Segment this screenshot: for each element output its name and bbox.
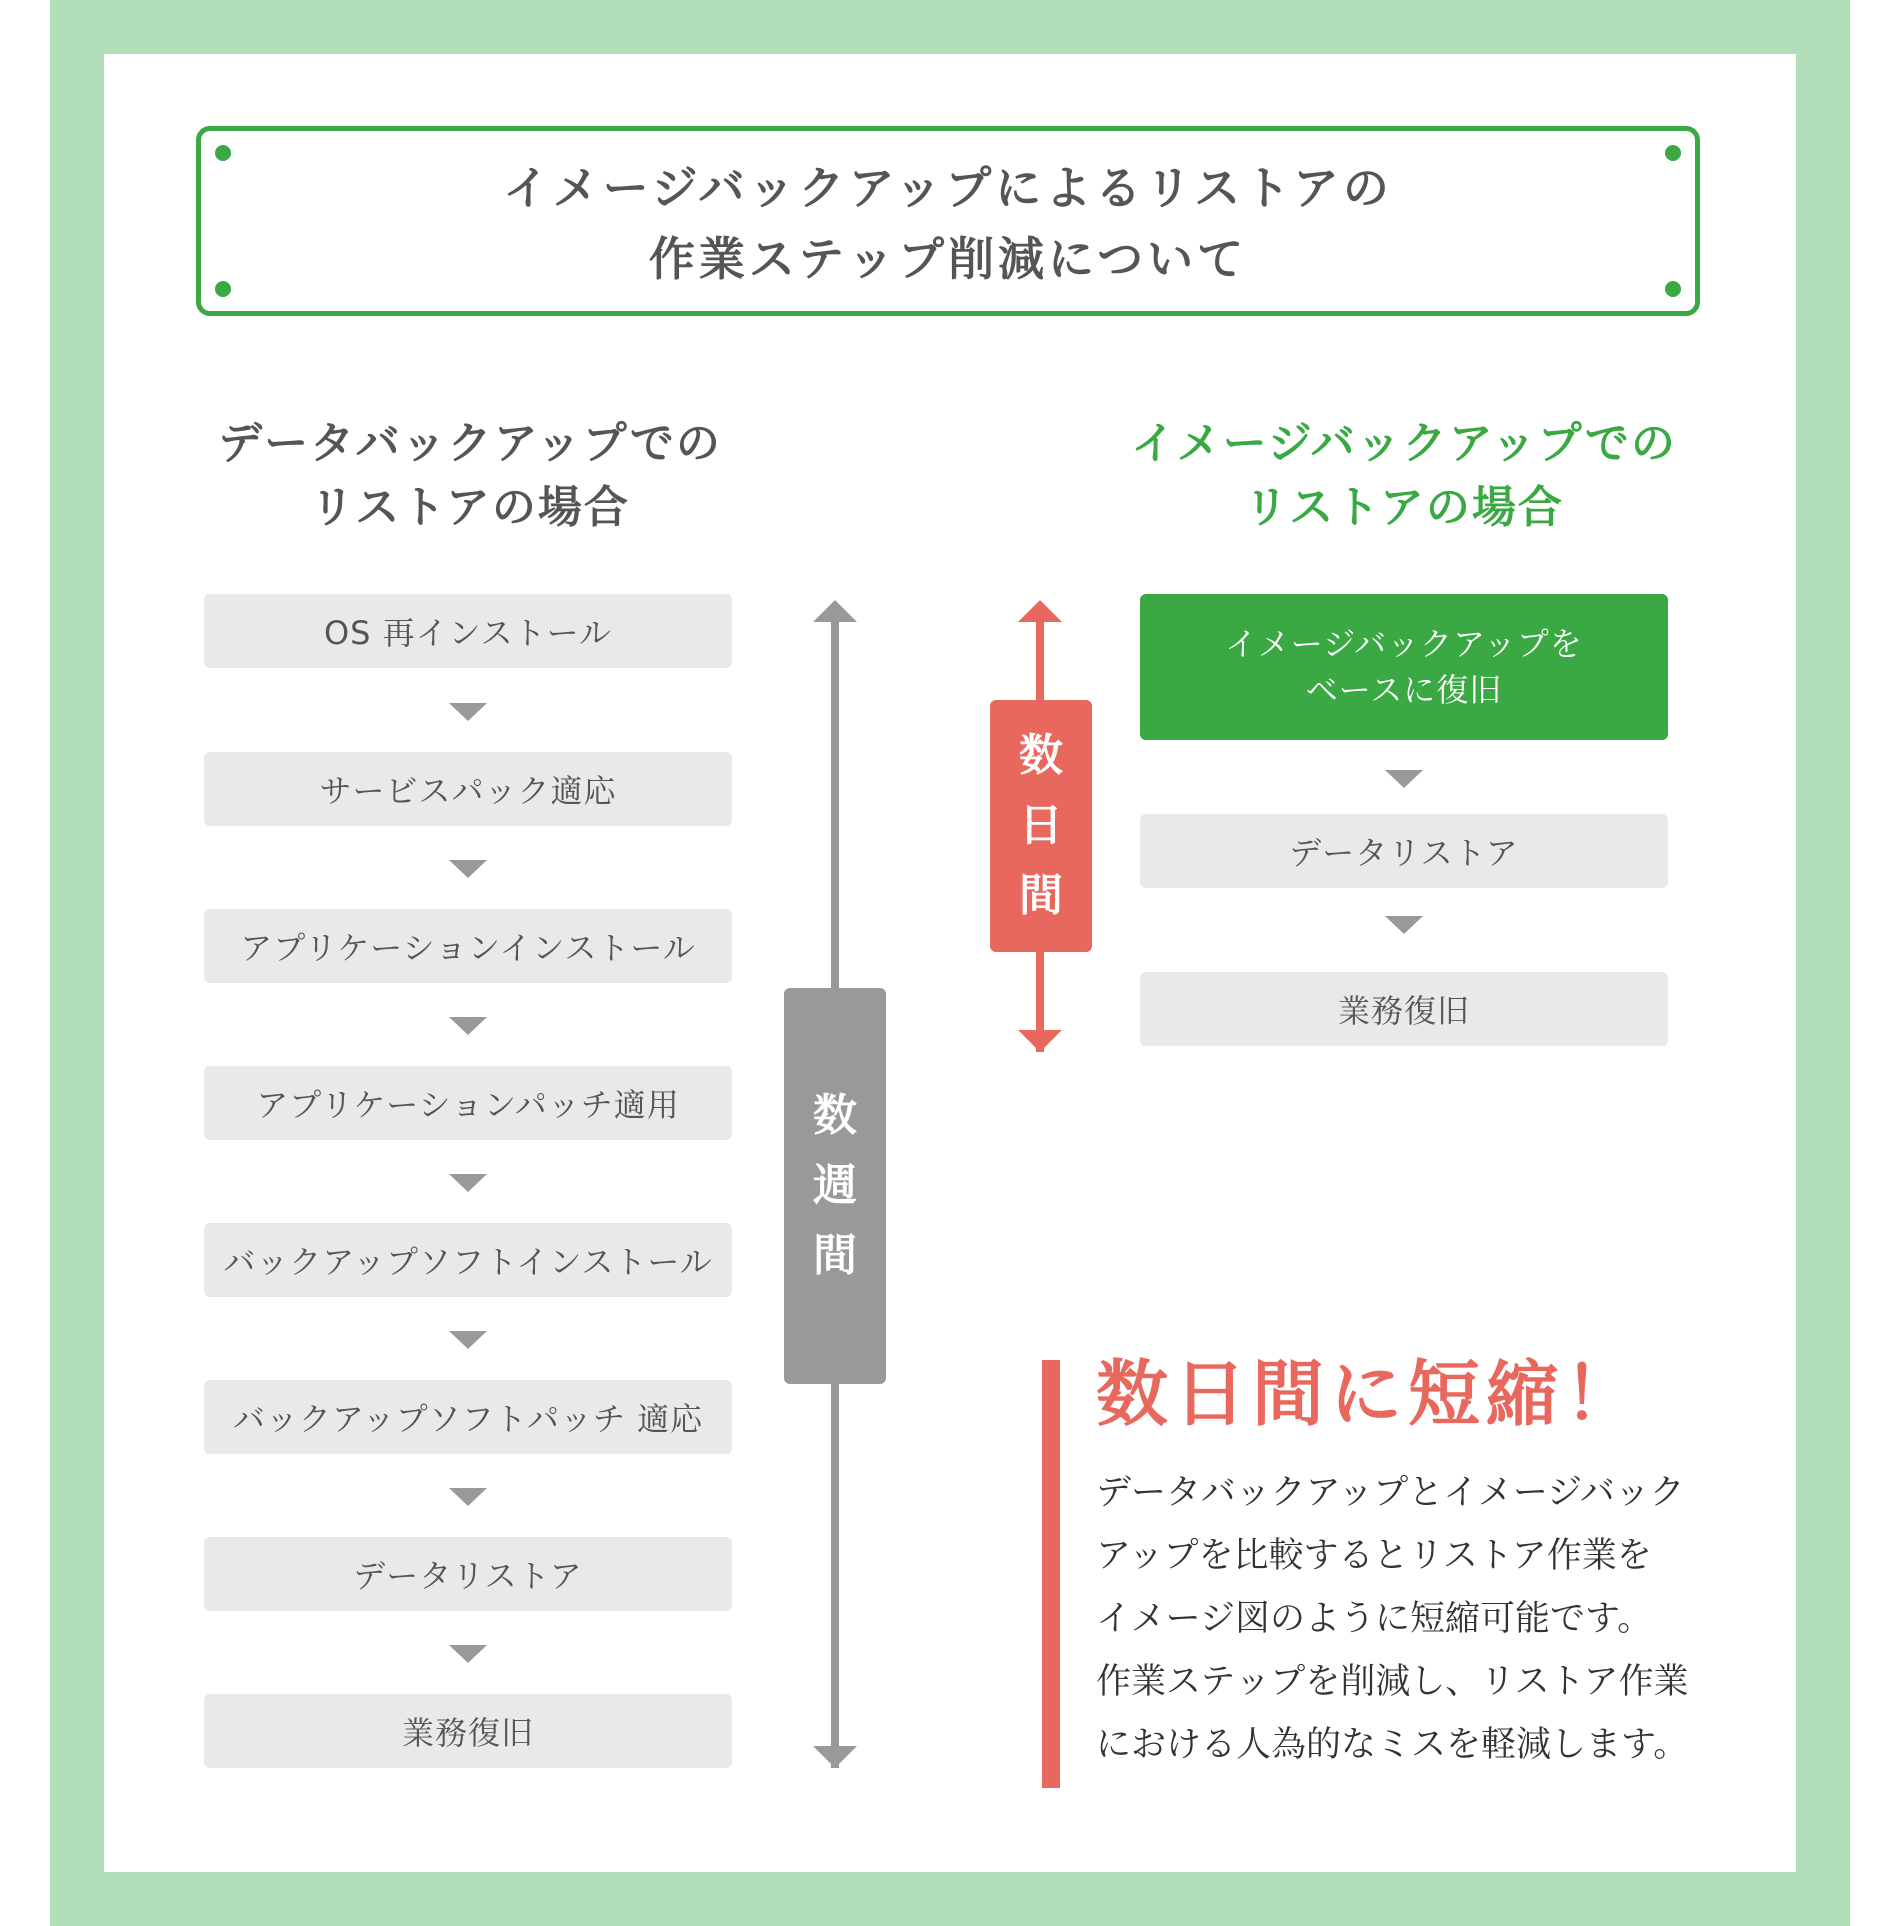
flow-arrow-icon	[449, 1174, 487, 1192]
right-heading	[1094, 412, 1714, 540]
summary-line: データバックアップとイメージバック	[1096, 1473, 1685, 1513]
flow-arrow-icon	[449, 1645, 487, 1663]
flow-arrow-icon	[1385, 916, 1423, 934]
right-heading-line-2: リストアの場合	[1244, 482, 1564, 533]
right-heading-line-1: イメージバックアップでの	[1131, 418, 1677, 469]
duration-badge-days	[990, 700, 1092, 952]
summary-accent-bar	[1042, 1360, 1060, 1788]
duration-char: 間	[1019, 870, 1063, 921]
arrow-down-icon	[813, 1746, 857, 1768]
left-step-5: バックアップソフトインストール	[204, 1223, 732, 1297]
summary-title: 数日間に短縮！	[1096, 1352, 1643, 1436]
summary-text	[1096, 1462, 1716, 1777]
right-step-2: データリストア	[1140, 814, 1668, 888]
summary-line: 作業ステップを削減し、リストア作業	[1096, 1662, 1689, 1702]
flow-arrow-icon	[1385, 770, 1423, 788]
duration-char: 日	[1019, 800, 1063, 851]
left-step-8: 業務復旧	[204, 1694, 732, 1768]
flow-arrow-icon	[449, 1017, 487, 1035]
duration-char: 数	[1019, 730, 1063, 781]
right-step-1	[1140, 594, 1668, 740]
left-step-7: データリストア	[204, 1537, 732, 1611]
flow-arrow-icon	[449, 1331, 487, 1349]
arrow-up-icon	[1018, 600, 1062, 622]
title-line-1: イメージバックアップによるリストアの	[503, 161, 1393, 215]
left-step-2: サービスパック適応	[204, 752, 732, 826]
flow-arrow-icon	[449, 860, 487, 878]
left-heading-line-1: データバックアップでの	[218, 418, 722, 469]
duration-char: 週	[813, 1160, 857, 1211]
title-line-2: 作業ステップ削減について	[648, 232, 1248, 286]
duration-char: 数	[813, 1090, 857, 1141]
summary-line: における人為的なミスを軽減します。	[1096, 1725, 1689, 1765]
summary-line: アップを比較するとリストア作業を	[1096, 1536, 1652, 1576]
left-step-6: バックアップソフトパッチ 適応	[204, 1380, 732, 1454]
left-step-4: アプリケーションパッチ適用	[204, 1066, 732, 1140]
right-step-3: 業務復旧	[1140, 972, 1668, 1046]
arrow-up-icon	[813, 600, 857, 622]
right-step-1-line-1: イメージバックアップを	[1225, 625, 1583, 663]
duration-char: 間	[813, 1230, 857, 1281]
right-step-1-line-2: ベースに復旧	[1305, 671, 1503, 709]
left-heading-line-2: リストアの場合	[310, 482, 630, 533]
flow-arrow-icon	[449, 703, 487, 721]
duration-badge-weeks	[784, 988, 886, 1384]
arrow-down-icon	[1018, 1030, 1062, 1052]
title-box	[196, 126, 1700, 316]
flow-arrow-icon	[449, 1488, 487, 1506]
left-step-1: OS 再インストール	[204, 594, 732, 668]
summary-line: イメージ図のように短縮可能です。	[1096, 1599, 1653, 1639]
left-step-3: アプリケーションインストール	[204, 909, 732, 983]
left-heading	[160, 412, 780, 540]
